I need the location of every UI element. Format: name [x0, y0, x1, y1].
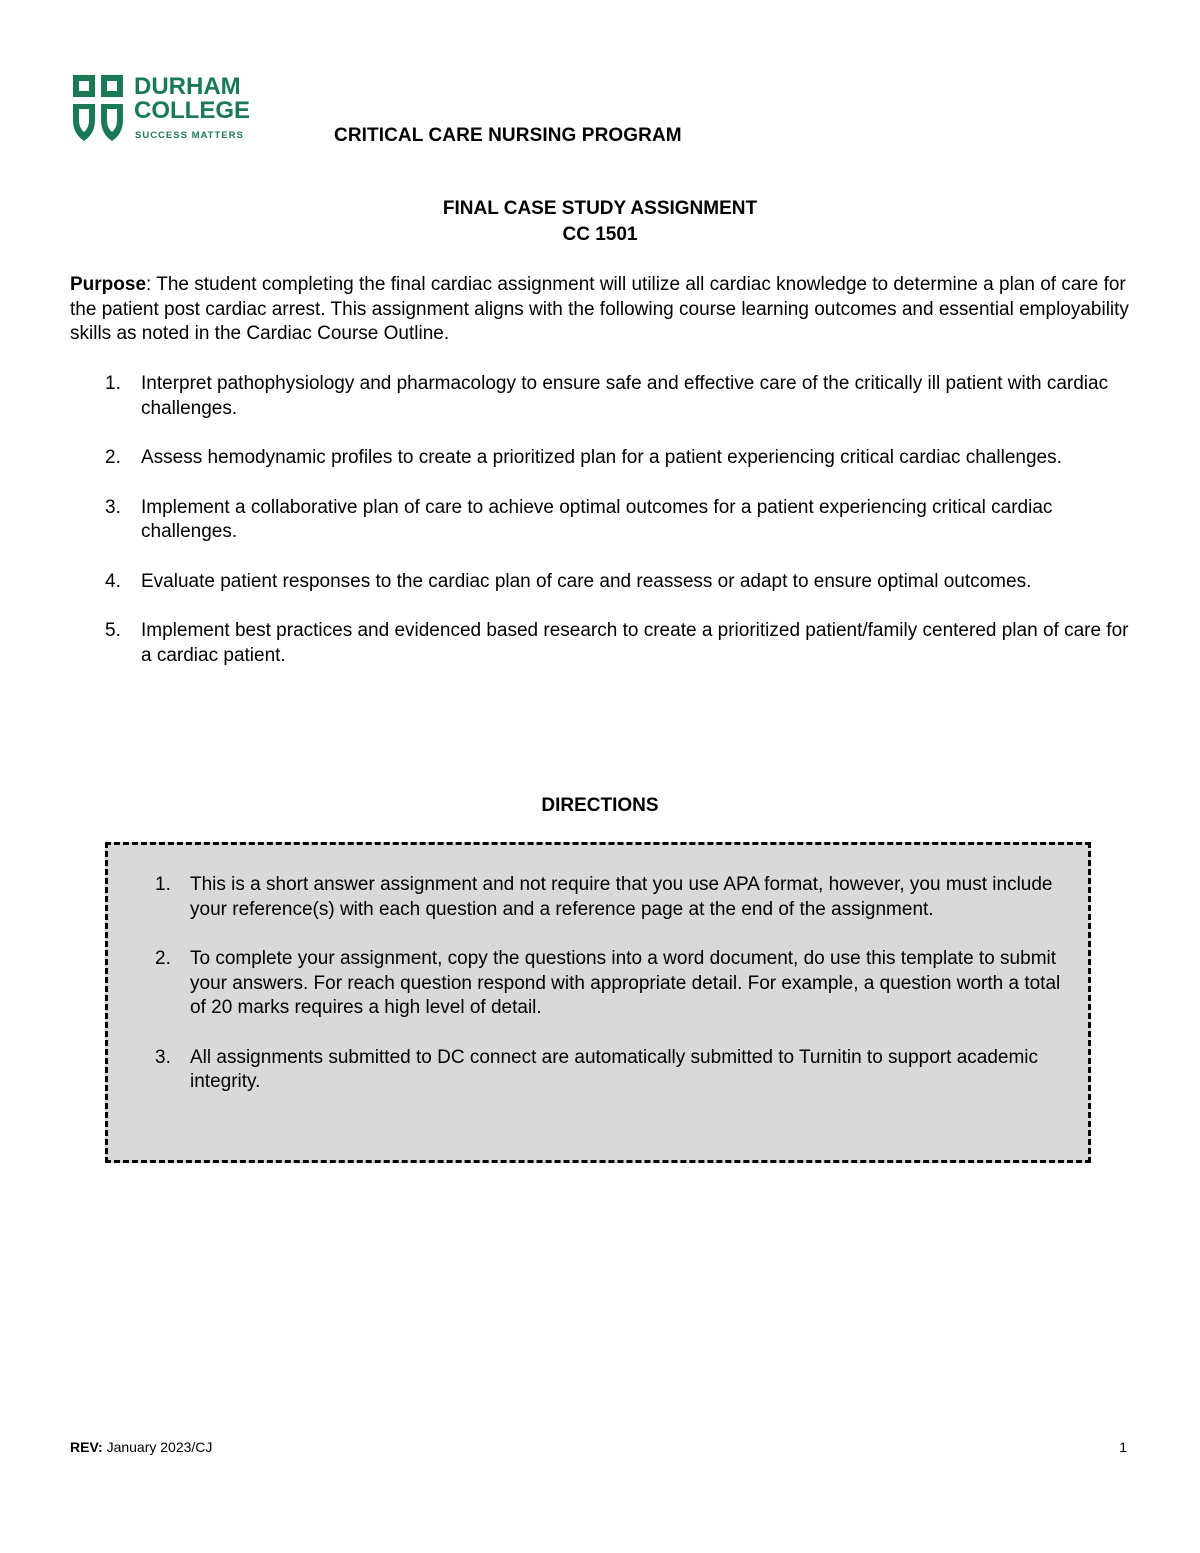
- logo-tagline: SUCCESS MATTERS: [135, 130, 244, 141]
- course-code: CC 1501: [562, 224, 638, 245]
- list-text: Implement a collaborative plan of care to achieve optimal outcomes for a patient experiencing critical cardiac challenges.: [141, 496, 1053, 542]
- revision-value: January 2023/CJ: [102, 1439, 213, 1455]
- list-text: Interpret pathophysiology and pharmacology to ensure safe and effective care of the critically ill patient with cardiac challenges.: [141, 373, 1109, 419]
- program-title: CRITICAL CARE NURSING PROGRAM: [334, 125, 682, 146]
- list-number: 1.: [105, 373, 121, 394]
- revision-footer: [70, 1439, 212, 1455]
- list-text: Assess hemodynamic profiles to create a prioritized plan for a patient experiencing critical cardiac challenges.: [141, 447, 1062, 468]
- list-number: 3.: [105, 496, 121, 518]
- logo-name-2: COLLEGE: [134, 97, 251, 124]
- list-text: Implement best practices and evidenced based research to create a prioritized patient/family centered plan of care for a cardiac patient.: [141, 620, 1129, 666]
- list-item: [70, 446, 1130, 471]
- learning-outcomes-list: [70, 372, 1130, 693]
- list-item: [70, 372, 1130, 421]
- directions-box: [105, 842, 1091, 1163]
- list-number: 5.: [105, 620, 121, 641]
- page-number: 1: [1119, 1439, 1127, 1455]
- list-text: All assignments submitted to DC connect are automatically submitted to Turnitin to support academic integrity.: [190, 1046, 1039, 1092]
- list-text: Evaluate patient responses to the cardiac plan of care and reassess or adapt to ensure optimal outcomes.: [141, 570, 1032, 592]
- list-number: 3.: [155, 1046, 171, 1068]
- list-text: To complete your assignment, copy the questions into a word document, do use this template to submit your answers. For reach question respond with appropriate detail. For example, a question worth a total of 20 marks requires a high level of detail.: [190, 948, 1061, 1018]
- list-item: [70, 619, 1130, 668]
- directions-list: [155, 873, 1075, 1120]
- list-number: 2.: [105, 447, 121, 468]
- logo-name: DURHAM: [134, 73, 241, 100]
- list-number: 2.: [155, 948, 171, 969]
- purpose-text: : The student completing the final cardiac assignment will utilize all cardiac knowledge to determine a plan of care for the patient post cardiac arrest. This assignment aligns with the following course learning outcomes and essential employability skills as noted in the Cardiac Course Outline.: [70, 274, 1129, 344]
- directions-heading: DIRECTIONS: [541, 795, 659, 816]
- list-text: This is a short answer assignment and not require that you use APA format, however, you must include your reference(s) with each question and a reference page at the end of the assignment.: [190, 874, 1053, 920]
- list-item: [155, 873, 1075, 922]
- list-item: [155, 1046, 1075, 1095]
- list-item: [70, 570, 1130, 595]
- list-number: 1.: [155, 874, 171, 895]
- purpose-paragraph: [70, 273, 1130, 347]
- durham-college-crest-icon: [72, 72, 257, 144]
- document-title: FINAL CASE STUDY ASSIGNMENT: [442, 198, 758, 219]
- durham-college-logo: [72, 72, 257, 144]
- list-item: [70, 496, 1130, 545]
- revision-label: REV:: [70, 1439, 103, 1455]
- list-number: 4.: [105, 570, 121, 592]
- purpose-label: Purpose: [70, 274, 147, 295]
- list-item: [155, 947, 1075, 1021]
